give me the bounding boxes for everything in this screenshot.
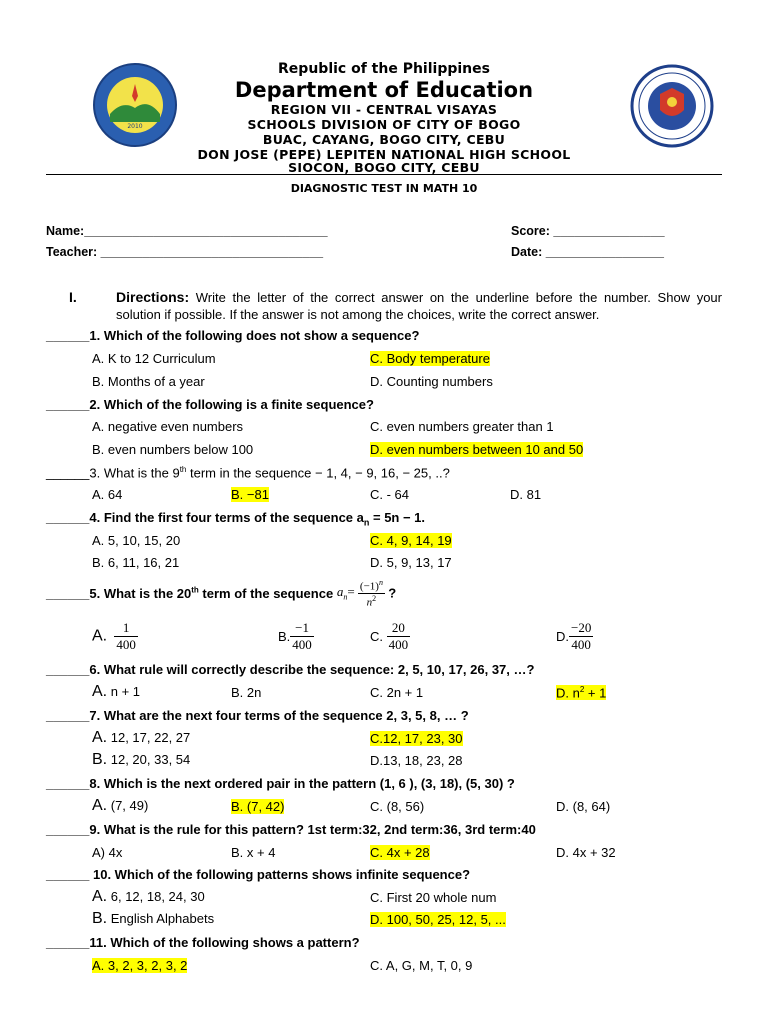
q10-option-b: B. English Alphabets: [92, 910, 215, 927]
q4-option-b: B. 6, 11, 16, 21: [92, 555, 180, 570]
q7-option-b: B. 12, 20, 33, 54: [92, 751, 191, 768]
question-3: ______3. What is the 9th term in the sequence − 1, 4, − 9, 16, − 25, ..?: [46, 465, 450, 481]
question-5: ______5. What is the 20th term of the sequence $a_n=$ $\frac{(-1)^n}{n^2}$ ?: [46, 578, 397, 609]
q1-option-a: A. K to 12 Curriculum: [92, 351, 216, 366]
question-1: ______1. Which of the following does not show a sequence?: [46, 328, 420, 343]
q8-option-a: A. (7, 49): [92, 797, 149, 814]
q1-option-b: B. Months of a year: [92, 374, 205, 389]
q6-option-d: D. $n^2 + 1$: [556, 685, 607, 701]
q5-option-b: B. $\frac{-1}{400}$: [278, 620, 312, 652]
q2-option-a: A. negative even numbers: [92, 419, 244, 434]
q3-option-c: C. - 64: [370, 487, 410, 502]
q11-option-c: C. A, G, M, T, 0, 9: [370, 958, 473, 973]
q9-option-b: B. x + 4: [231, 845, 276, 860]
question-10: ______ 10. Which of the following patterns shows infinite sequence?: [46, 867, 471, 882]
name-field[interactable]: Name:___________________________________: [46, 224, 328, 238]
header-school: DON JOSE (PEPE) LEPITEN NATIONAL HIGH SCHOOL: [197, 147, 571, 162]
directions-text: Write the letter of the correct answer on the underline before the number. Show your solution if possible. If the answer is not among the choices, write the correct answer.: [116, 290, 722, 322]
q4-option-d: D. 5, 9, 13, 17: [370, 555, 452, 570]
q5-formula: $a_n=$ $\frac{(-1)^n}{n^2}$: [336, 578, 383, 609]
q7-option-a: A. 12, 17, 22, 27: [92, 729, 191, 746]
q3-option-b: B. −81: [231, 487, 269, 502]
header-divider: [46, 174, 722, 175]
q7-option-c: C.12, 17, 23, 30: [370, 731, 463, 746]
q2-option-b: B. even numbers below 100: [92, 442, 254, 457]
section-numeral: I.: [69, 289, 77, 305]
header-division: SCHOOLS DIVISION OF CITY OF BOGO: [247, 117, 521, 132]
header-school-address: SIOCON, BOGO CITY, CEBU: [288, 160, 480, 175]
question-6: ______6. What rule will correctly describe the sequence: 2, 5, 10, 17, 26, 37, …?: [46, 662, 535, 677]
q10-option-d: D. 100, 50, 25, 12, 5, ...: [370, 912, 506, 927]
teacher-field[interactable]: Teacher: ________________________________: [46, 245, 324, 259]
q8-option-d: D. (8, 64): [556, 799, 611, 814]
q9-option-a: A) 4x: [92, 845, 123, 860]
q4-option-a: A. 5, 10, 15, 20: [92, 533, 181, 548]
question-11: ______11. Which of the following shows a pattern?: [46, 935, 360, 950]
question-7: ______7. What are the next four terms of the sequence 2, 3, 5, 8, … ?: [46, 708, 469, 723]
q11-option-a: A. 3, 2, 3, 2, 3, 2: [92, 958, 188, 973]
question-9: ______9. What is the rule for this pattern? 1st term:32, 2nd term:36, 3rd term:40: [46, 822, 536, 837]
question-4: ______4. Find the first four terms of the sequence $a_n = 5n - 1$.: [46, 510, 426, 528]
q6-option-c: C. 2n + 1: [370, 685, 424, 700]
q1-option-c: C. Body temperature: [370, 351, 490, 366]
q6-option-a: A. n + 1: [92, 683, 141, 700]
q10-option-c: C. First 20 whole num: [370, 890, 497, 905]
q8-option-c: C. (8, 56): [370, 799, 425, 814]
q9-option-c: C. 4x + 28: [370, 845, 430, 860]
q1-option-d: D. Counting numbers: [370, 374, 493, 389]
directions: [116, 289, 722, 323]
directions-label: Directions:: [116, 289, 190, 305]
q2-option-c: C. even numbers greater than 1: [370, 419, 554, 434]
test-title: DIAGNOSTIC TEST IN MATH 10: [290, 182, 478, 195]
question-8: ______8. Which is the next ordered pair in the pattern (1, 6 ), (3, 18), (5, 30) ?: [46, 776, 515, 791]
q5-option-a: A. $\frac{1}{400}$: [92, 620, 136, 652]
header-address: BUAC, CAYANG, BOGO CITY, CEBU: [262, 132, 506, 147]
q5-option-c: C. $\frac{20}{400}$: [370, 620, 409, 652]
q5-option-d: D. $\frac{-20}{400}$: [556, 620, 592, 652]
q9-option-d: D. 4x + 32: [556, 845, 616, 860]
date-field[interactable]: Date: _________________: [511, 245, 664, 259]
q3-option-d: D. 81: [510, 487, 542, 502]
header-republic: Republic of the Philippines: [278, 61, 490, 77]
q8-option-b: B. (7, 42): [231, 799, 285, 814]
q10-option-a: A. 6, 12, 18, 24, 30: [92, 888, 205, 905]
q6-option-b: B. 2n: [231, 685, 262, 700]
q7-option-d: D.13, 18, 23, 28: [370, 753, 463, 768]
q3-option-a: A. 64: [92, 487, 123, 502]
q2-option-d: D. even numbers between 10 and 50: [370, 442, 584, 457]
school-seal-year: 2010: [127, 123, 143, 130]
header-region: REGION VII - CENTRAL VISAYAS: [270, 102, 498, 117]
score-field[interactable]: Score: ________________: [511, 224, 665, 238]
question-2: ______2. Which of the following is a finite sequence?: [46, 397, 374, 412]
header-department: Department of Education: [234, 78, 534, 102]
q4-option-c: C. 4, 9, 14, 19: [370, 533, 452, 548]
